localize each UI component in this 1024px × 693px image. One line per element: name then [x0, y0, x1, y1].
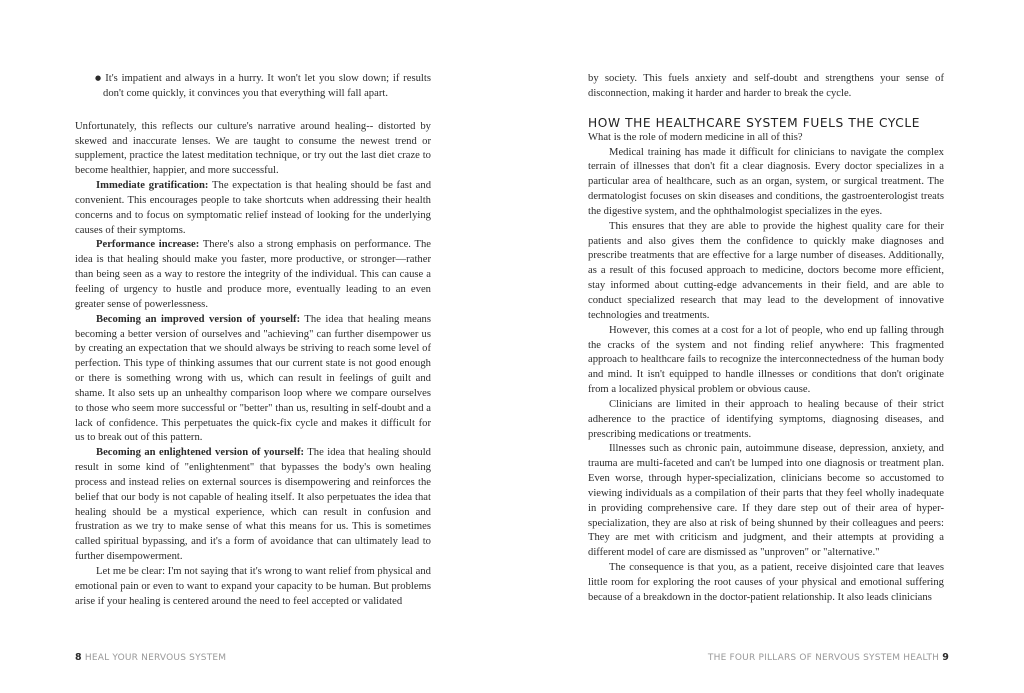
paragraph-text: Unfortunately, this reflects our culture's narrative around healing-- distorted by skewed and inaccurate lenses. We are taught to consume the newest trend or supplement, practice the latest meditation technique, or try out the last diet craze to become healthier, happier, and more successful. [75, 120, 431, 177]
paragraph-text: The consequence is that you, as a patient, receive disjointed care that leaves little room for exploring the root causes of your physical and emotional suffering because of a breakdown in the doctor-patient relationship. It also leads clinicians [588, 562, 944, 603]
paragraph [588, 220, 944, 324]
bullet-item [75, 72, 431, 102]
paragraph [75, 565, 431, 610]
paragraph [588, 398, 944, 443]
term-label: Becoming an enlightened version of yourself: [96, 447, 305, 459]
running-head: HEAL YOUR NERVOUS SYSTEM [84, 653, 227, 663]
paragraph-text: Let me be clear: I'm not saying that it's wrong to want relief from physical and emotional pain or even to want to expand your capacity to be human. But problems arise if your healing is centered around the need to feel accepted or validated [75, 566, 431, 607]
section-heading: HOW THE HEALTHCARE SYSTEM FUELS THE CYCLE [588, 115, 921, 130]
term-label: Becoming an improved version of yourself: [96, 313, 301, 325]
paragraph-text: Medical training has made it difficult for clinicians to navigate the complex terrain of illnesses that don't fit a clear diagnosis. Every doctor specializes in a particular area of healthcare, such as an organ, system, or surgical treatment. The dermatologist focuses on skin diseases and conditions, the gastroenterologist treats the digestive system, and the ophthalmologist specializes in the eyes. [588, 146, 944, 217]
paragraph-immediate-gratification [75, 179, 431, 238]
left-folio [75, 652, 226, 664]
paragraph-text: The idea that healing should result in some kind of "enlightenment" that bypasses the body's own healing process and instead relies on external sources is disempowering and reinforces the belief that our body is not capable of healing itself. It also perpetuates the idea that healing should be a mystical experience, which can result in confusion and frustration as we try to make sense of what this means for us. This is sometimes called spiritual bypassing, and it's a form of avoidance that can ultimately lead to further disempowerment. [75, 447, 431, 563]
page-number: 9 [942, 652, 949, 663]
paragraph-text: There's also a strong emphasis on performance. The idea is that healing should make you faster, more productive, or stronger—rather than being seen as a way to restore the integrity of the individual. This can cause a feeling of urgency to hustle and produce more, eventually leading to an even greater sense of powerlessness. [75, 239, 431, 310]
paragraph-text: Illnesses such as chronic pain, autoimmune disease, depression, anxiety, and trauma are multi-faceted and can't be lumped into one diagnosis or treatment plan. Even worse, through hyper-specialization, clinicians become so accustomed to viewing individuals as a compilation of their parts that they feel wholly inadequate in providing comprehensive care. If they dare step out of their area of hyper-specialization, they are also at risk of being shunned by their colleagues and peers: They are met with criticism and judgment, and their attempts at providing a different model of care are dismissed as "unproven" or "alternative." [588, 443, 944, 559]
paragraph [588, 72, 944, 102]
paragraph [588, 442, 944, 561]
paragraph-text: by society. This fuels anxiety and self-doubt and strengthens your sense of disconnection, making it harder and harder to break the cycle. [588, 73, 944, 99]
paragraph [75, 120, 431, 179]
paragraph-text: Clinicians are limited in their approach to healing because of their strict adherence to the practice of identifying symptoms, diagnosing diseases, and prescribing medications or treatments. [588, 398, 944, 440]
paragraph-performance-increase [75, 238, 431, 312]
paragraph-text: What is the role of modern medicine in all of this? [588, 131, 803, 143]
paragraph-text: However, this comes at a cost for a lot of people, who end up falling through the cracks of the system and not finding relief anywhere: This fragmented approach to healthcare fails to recognize the interconnectedness of the human body and mind. It isn't equipped to handle illnesses or conditions that don't originate from a localized physical problem or obvious cause. [588, 324, 944, 396]
paragraph [588, 131, 944, 146]
paragraph-text: The idea that healing means becoming a better version of ourselves and "achieving" can further disempower us by creating an expectation that we should always be striving to reach some level of perfection. This type of thinking assumes that our current state is not good enough or there is something wrong with us, which can result in feelings of guilt and shame. It also sets up an unhealthy comparison loop where we compare ourselves to those who seem more successful or "better" than us, resulting in self-doubt and a lack of confidence. This perpetuates the quick-fix cycle and makes it difficult for us to break out of this pattern. [75, 313, 432, 444]
term-label: Immediate gratification: [96, 180, 209, 192]
page-number: 8 [75, 652, 82, 663]
paragraph [588, 146, 944, 220]
right-page [512, 0, 1024, 693]
paragraph-text: The expectation is that healing should be fast and convenient. This encourages people to take shortcuts when addressing their health concerns and to focus on symptomatic relief instead of looking for the underlying causes of their symptoms. [75, 180, 432, 236]
term-label: Performance increase: [96, 239, 200, 251]
paragraph [588, 561, 944, 606]
paragraph-text: This ensures that they are able to provide the highest quality care for their patients and also gives them the confidence to quickly make diagnoses and prescribe treatments that are effective for a large number of diseases. Additionally, as a result of this focused approach to medicine, doctors become more efficient, stay informed about cutting-edge advancements in their field, and are able to conduct specialized research that may lead to the development of innovative technologies and treatments. [588, 220, 944, 321]
bullet-icon: ● [95, 74, 103, 82]
bullet-text: It's impatient and always in a hurry. It won't let you slow down; if results don't come quickly, it convinces you that everything will fall apart. [103, 73, 431, 99]
right-folio [708, 652, 949, 664]
paragraph [588, 324, 944, 398]
paragraph-enlightened-version [75, 446, 431, 565]
paragraph-improved-version [75, 313, 431, 447]
right-text-column [588, 72, 944, 606]
running-head: THE FOUR PILLARS OF NERVOUS SYSTEM HEALTH [707, 653, 940, 663]
left-text-column [75, 72, 431, 610]
